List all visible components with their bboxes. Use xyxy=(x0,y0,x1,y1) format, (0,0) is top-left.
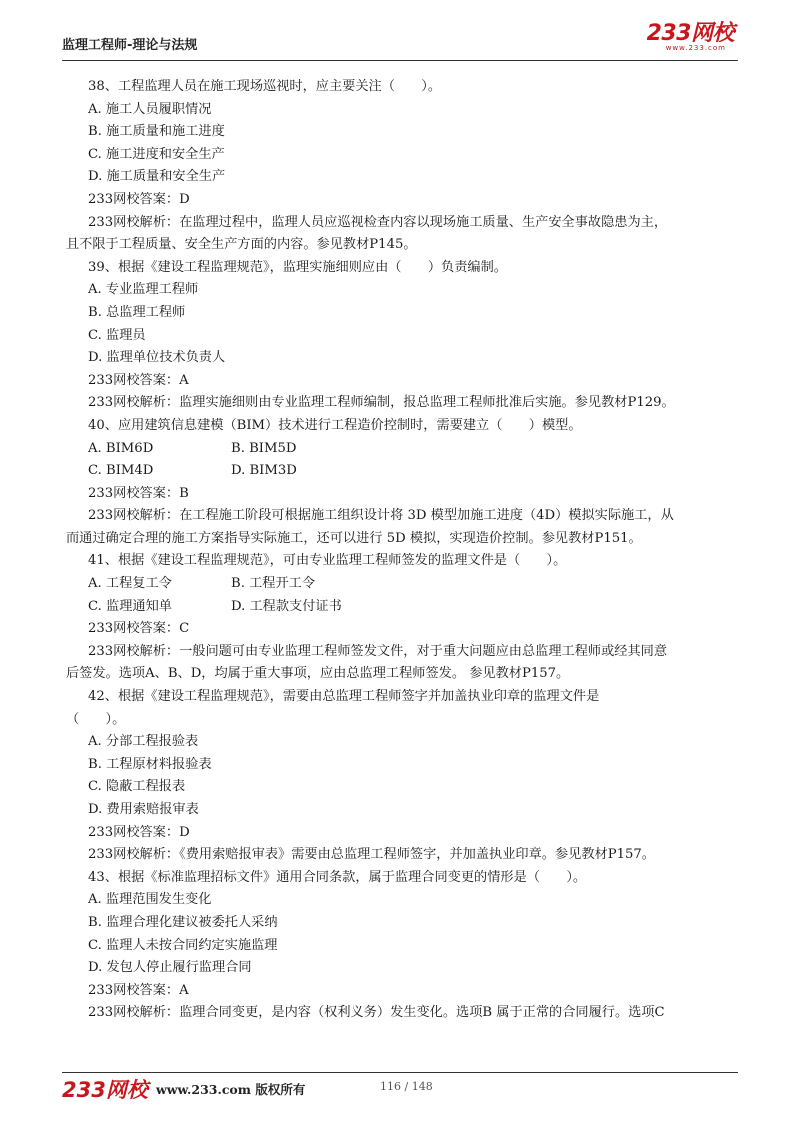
option-text: C. 监理通知单 xyxy=(88,598,172,614)
text-line: 233网校解析：在监理过程中，监理人员应巡视检查内容以现场施工质量、生产安全事故隐患为主， xyxy=(88,214,668,230)
option-text: D. 施工质量和安全生产 xyxy=(88,169,226,185)
text-line: 233网校解析：在工程施工阶段可根据施工组织设计将 3D 模型加施工进度（4D）模拟实际施工，从 xyxy=(88,508,674,524)
option-row xyxy=(66,438,742,461)
option-text: A. 监理范围发生变化 xyxy=(88,892,212,908)
text-line: 233网校解析：一般问题可由专业监理工程师签发文件，对于重大问题应由总监理工程师或经其同意 xyxy=(88,643,668,659)
option-text: C. BIM4D xyxy=(88,463,154,479)
text-line: 233网校答案：A xyxy=(88,372,189,388)
page-number: 116 / 148 xyxy=(380,1080,433,1093)
text-line: 39、根据《建设工程监理规范》，监理实施细则应由（ ）负责编制。 xyxy=(88,259,507,275)
text-line: 后签发。选项A、B、D，均属于重大事项，应由总监理工程师签发。 参见教材P157。 xyxy=(66,666,570,682)
text-line: 40、应用建筑信息建模（BIM）技术进行工程造价控制时，需要建立（ ）模型。 xyxy=(88,417,582,433)
text-line: 233网校解析：《费用索赔报审表》需要由总监理工程师签字，并加盖执业印章。参见教材P157。 xyxy=(88,847,655,863)
brand-logo xyxy=(647,22,734,52)
text-line: 而通过确定合理的施工方案指导实际施工，还可以进行 5D 模拟，实现造价控制。参见教材P151。 xyxy=(66,530,642,546)
option-text: A. 施工人员履职情况 xyxy=(88,101,212,117)
text-line: 233网校答案：C xyxy=(88,621,190,637)
option-text: B. BIM5D xyxy=(231,440,297,456)
text-line: （ ）。 xyxy=(66,711,126,727)
option-text: B. 监理合理化建议被委托人采纳 xyxy=(88,914,278,930)
option-text: D. BIM3D xyxy=(231,463,297,479)
text-line: 233网校解析：监理合同变更，是内容（权利义务）发生变化。选项B 属于正常的合同履行。选项C xyxy=(88,1005,665,1021)
option-text: A. 分部工程报验表 xyxy=(88,734,199,750)
text-line: 233网校解析：监理实施细则由专业监理工程师编制，报总监理工程师批准后实施。参见教材P129。 xyxy=(88,395,675,411)
option-row xyxy=(66,460,742,483)
text-line: 38、工程监理人员在施工现场巡视时，应主要关注（ ）。 xyxy=(88,79,442,94)
text-line: 233网校答案：D xyxy=(88,824,190,840)
document-body xyxy=(66,76,742,1025)
option-text: A. BIM6D xyxy=(88,440,154,456)
text-line: 233网校答案：D xyxy=(88,191,190,207)
option-text: B. 工程原材料报验表 xyxy=(88,756,212,772)
option-text: B. 施工质量和施工进度 xyxy=(88,124,225,140)
option-row xyxy=(66,596,742,619)
option-text: B. 总监理工程师 xyxy=(88,304,186,320)
logo-text: 233网校 xyxy=(646,21,734,46)
option-text: D. 费用索赔报审表 xyxy=(88,802,199,817)
option-text: C. 施工进度和安全生产 xyxy=(88,146,225,162)
option-row xyxy=(66,573,742,596)
option-text: A. 工程复工令 xyxy=(88,576,172,592)
footer-copyright: www.233.com 版权所有 xyxy=(156,1082,306,1097)
text-line: 233网校答案：A xyxy=(88,982,189,998)
option-text: C. 监理员 xyxy=(88,327,146,343)
page-header xyxy=(62,22,738,61)
text-line: 且不限于工程质量、安全生产方面的内容。参见教材P145。 xyxy=(66,237,417,253)
text-line: 43、根据《标准监理招标文件》通用合同条款，属于监理合同变更的情形是（ ）。 xyxy=(88,869,587,885)
text-line: 233网校答案：B xyxy=(88,485,189,501)
option-text: D. 工程款支付证书 xyxy=(231,598,342,614)
footer-logo: 233网校 xyxy=(62,1078,148,1102)
option-text: D. 监理单位技术负责人 xyxy=(88,350,226,366)
option-text: D. 发包人停止履行监理合同 xyxy=(88,960,252,976)
option-text: C. 监理人未按合同约定实施监理 xyxy=(88,937,278,953)
page-footer xyxy=(62,1072,738,1103)
option-text: B. 工程开工令 xyxy=(231,576,316,592)
option-text: C. 隐蔽工程报表 xyxy=(88,779,186,795)
option-text: A. 专业监理工程师 xyxy=(88,282,199,298)
text-line: 42、根据《建设工程监理规范》，需要由总监理工程师签字并加盖执业印章的监理文件是 xyxy=(88,689,600,705)
logo-url: www.233.com xyxy=(665,44,726,52)
document-title: 监理工程师-理论与法规 xyxy=(62,38,198,53)
text-line: 41、根据《建设工程监理规范》，可由专业监理工程师签发的监理文件是（ ）。 xyxy=(88,553,567,569)
